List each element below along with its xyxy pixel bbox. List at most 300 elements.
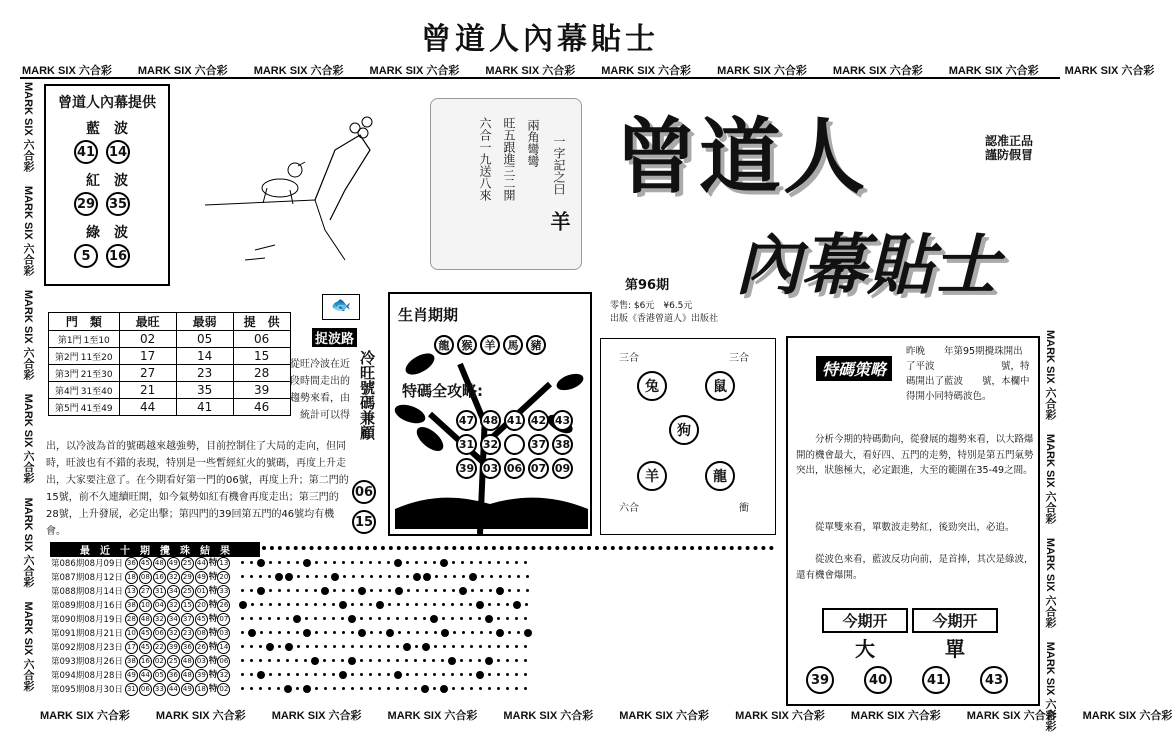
miss-mark [259, 645, 262, 648]
sanhe-label-4: 衝 [739, 503, 749, 514]
miss-mark [479, 645, 482, 648]
recent-ball: 33 [153, 683, 166, 696]
miss-mark [524, 617, 527, 620]
miss-mark [287, 589, 290, 592]
recent-period: 第093期08月26日 [51, 657, 123, 667]
zodiac-ball: 豬 [526, 335, 546, 355]
hit-mark [284, 685, 292, 693]
strategy-balls [806, 666, 1008, 694]
hot-row-gate: 第2門 [55, 352, 79, 363]
recent-balls [124, 668, 233, 682]
miss-mark [524, 561, 527, 564]
recent-ball: 39 [167, 641, 180, 654]
miss-mark [260, 603, 263, 606]
hot-cell: 02 [119, 331, 176, 348]
sanhe-animal: 鼠 [705, 371, 735, 401]
recent-dot-rule [262, 546, 774, 550]
recent-special-label: 特 [208, 628, 218, 638]
miss-mark [387, 617, 390, 620]
provider-group-label: 藍 波 [86, 121, 128, 137]
miss-mark [515, 617, 518, 620]
recent-row [50, 654, 534, 668]
zodiac-row [434, 334, 549, 355]
marksix-label: MARK SIX 六合彩 [717, 65, 807, 77]
miss-mark [278, 589, 281, 592]
miss-mark [387, 673, 390, 676]
recent-special-ball: 26 [217, 599, 230, 612]
miss-mark [286, 617, 289, 620]
marksix-label: MARK SIX 六合彩 [1082, 710, 1172, 722]
miss-mark [387, 659, 390, 662]
hit-mark [311, 657, 319, 665]
miss-mark [489, 631, 492, 634]
miss-mark [423, 659, 426, 662]
miss-mark [296, 561, 299, 564]
miss-mark [342, 687, 345, 690]
miss-mark [462, 575, 465, 578]
recent-ball: 36 [167, 669, 180, 682]
miss-mark [524, 645, 527, 648]
recent-ball: 28 [125, 613, 138, 626]
miss-mark [369, 659, 372, 662]
recent-balls [124, 556, 233, 570]
miss-mark [333, 561, 336, 564]
recent-balls [124, 682, 233, 696]
zodiac-ball: 馬 [503, 335, 523, 355]
miss-mark [379, 589, 382, 592]
recent-ball: 20 [195, 599, 208, 612]
miss-mark [471, 631, 474, 634]
marksix-label: MARK SIX 六合彩 [601, 65, 692, 77]
miss-mark [526, 589, 529, 592]
marksix-left-column [20, 82, 36, 702]
recent-ball: 26 [195, 641, 208, 654]
recent-ball: 48 [181, 669, 194, 682]
miss-mark [470, 561, 473, 564]
cold-hot-ball: 06 [352, 480, 376, 504]
recent-ball: 49 [195, 571, 208, 584]
attack-title: 特碼全攻略: [402, 382, 483, 400]
provider-ball: 29 [74, 192, 98, 216]
open-label-2: 今期开 [912, 608, 998, 633]
hot-row [49, 331, 291, 348]
miss-mark [333, 645, 336, 648]
miss-mark [506, 561, 509, 564]
miss-mark [250, 659, 253, 662]
sanhe-label-2: 三合 [729, 353, 749, 364]
scroll-line-2: 旺五跟進三二開 [502, 117, 516, 201]
miss-mark [497, 687, 500, 690]
hit-mark [248, 629, 256, 637]
hot-cell: 23 [176, 365, 233, 382]
certify-1: 認准正品 [985, 134, 1034, 148]
miss-mark [460, 659, 463, 662]
recent-row [50, 640, 534, 654]
marksix-label: MARK SIX 六合彩 [1044, 433, 1056, 524]
hit-mark [440, 559, 448, 567]
marksix-label: MARK SIX 六合彩 [1044, 641, 1056, 732]
miss-mark [517, 575, 520, 578]
miss-mark [333, 631, 336, 634]
miss-mark [407, 589, 410, 592]
miss-mark [259, 617, 262, 620]
miss-mark [250, 687, 253, 690]
miss-mark [424, 561, 427, 564]
sanhe-animal: 兔 [637, 371, 667, 401]
miss-mark [369, 617, 372, 620]
miss-mark [370, 589, 373, 592]
marksix-label: MARK SIX 六合彩 [22, 393, 34, 484]
zodiac-ball: 龍 [434, 335, 454, 355]
miss-mark [508, 631, 511, 634]
miss-mark [286, 659, 289, 662]
miss-mark [469, 603, 472, 606]
hot-row-gate: 第1門 [57, 335, 82, 346]
hit-mark [358, 629, 366, 637]
strategy-title: 特碼策略 [816, 356, 892, 381]
hit-mark [469, 573, 477, 581]
miss-mark [268, 575, 271, 578]
miss-mark [250, 561, 253, 564]
miss-mark [489, 589, 492, 592]
hot-row-label [49, 382, 120, 399]
miss-mark [268, 617, 271, 620]
zodiac-ball: 猴 [457, 335, 477, 355]
miss-mark [296, 589, 299, 592]
miss-mark [506, 603, 509, 606]
hit-mark [257, 559, 265, 567]
miss-mark [250, 645, 253, 648]
recent-table [50, 556, 534, 696]
hot-row-label [49, 399, 120, 416]
hit-mark [386, 629, 394, 637]
publisher: 出版《香港曾道人》出版社 [610, 314, 719, 324]
miss-mark [488, 603, 491, 606]
miss-mark [497, 603, 500, 606]
recent-special-ball: 07 [217, 613, 230, 626]
miss-mark [297, 645, 300, 648]
miss-mark [471, 589, 474, 592]
recent-ball: 23 [181, 627, 194, 640]
recent-ball: 48 [139, 613, 152, 626]
miss-mark [488, 687, 491, 690]
miss-mark [405, 687, 408, 690]
miss-mark [278, 561, 281, 564]
recent-ball: 31 [125, 683, 138, 696]
recent-marks [232, 626, 534, 640]
recent-ball: 06 [139, 683, 152, 696]
recent-marks [232, 640, 534, 654]
miss-mark [515, 561, 518, 564]
miss-mark [370, 631, 373, 634]
recent-special-label: 特 [208, 586, 218, 596]
hot-row-gate: 第3門 [55, 369, 79, 380]
miss-mark [351, 631, 354, 634]
miss-mark [369, 673, 372, 676]
recent-marks [232, 556, 534, 570]
miss-mark [397, 603, 400, 606]
miss-mark [470, 687, 473, 690]
miss-mark [269, 631, 272, 634]
miss-mark [315, 645, 318, 648]
miss-mark [241, 673, 244, 676]
miss-mark [434, 589, 437, 592]
miss-mark [479, 561, 482, 564]
recent-balls [124, 584, 233, 598]
miss-mark [360, 645, 363, 648]
hit-mark [293, 615, 301, 623]
recent-period: 第086期08月09日 [51, 559, 123, 569]
miss-mark [260, 631, 263, 634]
miss-mark [433, 561, 436, 564]
miss-mark [524, 659, 527, 662]
miss-mark [369, 561, 372, 564]
miss-mark [460, 673, 463, 676]
strategy-ball: 41 [922, 666, 950, 694]
hit-mark [266, 643, 274, 651]
recent-grid-wrap [50, 556, 534, 696]
hot-header: 最弱 [176, 313, 233, 331]
marksix-label: MARK SIX 六合彩 [503, 710, 594, 722]
attack-row [456, 434, 573, 455]
hit-mark [257, 671, 265, 679]
miss-mark [315, 575, 318, 578]
marksix-label: MARK SIX 六合彩 [137, 65, 228, 77]
miss-mark [369, 645, 372, 648]
miss-mark [451, 617, 454, 620]
recent-period: 第091期08月21日 [51, 629, 123, 639]
hot-row-range: 31至40 [80, 386, 113, 397]
miss-mark [443, 589, 446, 592]
recent-ball: 16 [153, 571, 166, 584]
miss-mark [524, 673, 527, 676]
zodiac-tree-box [388, 292, 592, 536]
miss-mark [323, 617, 326, 620]
recent-marks [232, 612, 534, 626]
recent-ball: 17 [125, 641, 138, 654]
miss-mark [480, 631, 483, 634]
miss-mark [424, 673, 427, 676]
provider-ball: 41 [74, 140, 98, 164]
miss-mark [397, 575, 400, 578]
miss-mark [515, 673, 518, 676]
miss-mark [287, 631, 290, 634]
hot-cell: 41 [176, 399, 233, 416]
miss-mark [415, 561, 418, 564]
recent-period: 第092期08月23日 [51, 643, 123, 653]
miss-mark [352, 575, 355, 578]
miss-mark [434, 631, 437, 634]
miss-mark [259, 659, 262, 662]
recent-ball: 32 [167, 571, 180, 584]
miss-mark [469, 659, 472, 662]
attack-row [456, 458, 573, 479]
hit-mark [339, 671, 347, 679]
issue-number: 第96期 [625, 278, 670, 293]
hit-mark [303, 685, 311, 693]
miss-mark [398, 631, 401, 634]
miss-mark [435, 575, 438, 578]
sanhe-label-3: 六合 [619, 503, 639, 514]
recent-ball: 36 [125, 557, 138, 570]
miss-mark [332, 603, 335, 606]
miss-mark [287, 673, 290, 676]
attack-ball: 41 [504, 410, 525, 431]
miss-mark [506, 673, 509, 676]
miss-mark [406, 575, 409, 578]
recent-balls [124, 626, 233, 640]
miss-mark [405, 659, 408, 662]
catch-wave-icon: 🐟 [322, 294, 360, 320]
attack-ball: 37 [528, 434, 549, 455]
hot-header: 門 類 [49, 313, 120, 331]
miss-mark [452, 645, 455, 648]
attack-ball: 09 [552, 458, 573, 479]
catch-wave-side-text: 從旺冷波在近段時間走出的趨勢來看，由統計可以得 [290, 359, 350, 421]
recent-ball: 34 [167, 613, 180, 626]
marksix-label: MARK SIX 六合彩 [22, 65, 112, 77]
miss-mark [268, 659, 271, 662]
recent-period: 第095期08月30日 [51, 685, 123, 695]
hot-row-gate: 第4門 [55, 386, 79, 397]
hit-mark [275, 573, 283, 581]
recent-row [50, 584, 534, 598]
hit-mark [441, 629, 449, 637]
open-value-1: 大 [855, 637, 875, 661]
recent-marks [232, 584, 534, 598]
marksix-top-row [22, 62, 1155, 78]
miss-mark [451, 673, 454, 676]
recent-period: 第090期08月19日 [51, 615, 123, 625]
miss-mark [407, 631, 410, 634]
miss-mark [416, 631, 419, 634]
hit-mark [331, 573, 339, 581]
marksix-label: MARK SIX 六合彩 [832, 65, 923, 77]
miss-mark [241, 617, 244, 620]
hot-table [48, 312, 291, 416]
miss-mark [351, 561, 354, 564]
miss-mark [360, 561, 363, 564]
miss-mark [241, 687, 244, 690]
hit-mark [423, 573, 431, 581]
miss-mark [406, 603, 409, 606]
miss-mark [324, 575, 327, 578]
strategy-p3: 從單雙來看，單數波走勢紅，後勁突出，必追。 [815, 522, 1015, 533]
recent-special-ball: 02 [217, 683, 230, 696]
miss-mark [506, 687, 509, 690]
provider-ball: 14 [106, 140, 130, 164]
marksix-label: MARK SIX 六合彩 [271, 710, 362, 722]
miss-mark [360, 659, 363, 662]
recent-ball: 10 [139, 599, 152, 612]
miss-mark [388, 603, 391, 606]
marksix-label: MARK SIX 六合彩 [40, 710, 130, 722]
marksix-label: MARK SIX 六合彩 [155, 710, 246, 722]
provider-group-label: 紅 波 [86, 173, 128, 189]
recent-ball: 02 [153, 655, 166, 668]
miss-mark [388, 589, 391, 592]
miss-mark [342, 631, 345, 634]
miss-mark [508, 589, 511, 592]
open-label-1: 今期开 [822, 608, 908, 633]
miss-mark [342, 589, 345, 592]
strategy-p2: 分析今期的特碼動向，從發展的趨勢來看，以大路爆開的機會最大，看好四、五門的走勢，特別是第五門氣勢突出，狀態極大，必定跟進，大至的範圍在35-49之間。 [796, 434, 1034, 476]
miss-mark [287, 561, 290, 564]
recent-marks [232, 598, 534, 612]
sanhe-box [600, 338, 776, 535]
miss-mark [424, 603, 427, 606]
miss-mark [341, 617, 344, 620]
miss-mark [296, 687, 299, 690]
recent-balls [124, 640, 233, 654]
miss-mark [517, 589, 520, 592]
miss-mark [250, 575, 253, 578]
catch-wave-body: 出，以冷波為首的號碼越來越強勢，目前控制住了大局的走向，但同時，旺波也有不錯的表現，特別是一些暫經紅火的號碼，再度上升走出，大家要注意了。在今期看好第一門的06號，再度上升；第二門的15號，前不久連續旺開，如今氣勢如紅有機會再度走出；第三門的28號，上升發展，必定出擊；第四門的39回第五門的46號均有機會。 [46, 441, 349, 537]
sanhe-animal: 狗 [669, 415, 699, 445]
marksix-label: MARK SIX 六合彩 [485, 65, 576, 77]
recent-ball: 03 [195, 655, 208, 668]
miss-mark [414, 659, 417, 662]
recent-ball: 48 [153, 557, 166, 570]
strategy-ball: 43 [980, 666, 1008, 694]
miss-mark [515, 659, 518, 662]
top-divider [20, 77, 1060, 79]
sanhe-label-1: 三合 [619, 353, 639, 364]
miss-mark [370, 575, 373, 578]
miss-mark [324, 645, 327, 648]
miss-mark [379, 575, 382, 578]
hit-mark [448, 657, 456, 665]
marksix-label: MARK SIX 六合彩 [387, 710, 478, 722]
marksix-label: MARK SIX 六合彩 [1044, 330, 1056, 420]
provider-ball: 16 [106, 244, 130, 268]
miss-mark [314, 617, 317, 620]
hit-mark [485, 657, 493, 665]
recent-ball: 25 [167, 655, 180, 668]
miss-mark [278, 673, 281, 676]
hit-mark [496, 629, 504, 637]
hot-row-range: 21至30 [80, 369, 113, 380]
hot-row-gate: 第5門 [55, 403, 79, 414]
recent-ball: 44 [167, 683, 180, 696]
miss-mark [259, 687, 262, 690]
miss-mark [396, 659, 399, 662]
miss-mark [488, 645, 491, 648]
miss-mark [342, 561, 345, 564]
miss-mark [333, 687, 336, 690]
provider-heading: 曾道人內幕提供 [58, 95, 156, 111]
hit-mark [285, 573, 293, 581]
miss-mark [378, 673, 381, 676]
hot-table-wrap [48, 312, 291, 416]
miss-mark [387, 687, 390, 690]
marksix-label: MARK SIX 六合彩 [1064, 65, 1155, 77]
recent-marks [232, 668, 534, 682]
marksix-label: MARK SIX 六合彩 [369, 65, 460, 77]
hot-cell: 27 [119, 365, 176, 382]
miss-mark [442, 617, 445, 620]
miss-mark [414, 687, 417, 690]
attack-ball: 06 [504, 458, 525, 479]
hit-mark [376, 601, 384, 609]
recent-ball: 45 [139, 641, 152, 654]
cold-hot-balls [352, 480, 378, 534]
attack-ball: 47 [456, 410, 477, 431]
miss-mark [296, 603, 299, 606]
recent-ball: 32 [167, 627, 180, 640]
recent-ball: 44 [139, 669, 152, 682]
miss-mark [415, 673, 418, 676]
